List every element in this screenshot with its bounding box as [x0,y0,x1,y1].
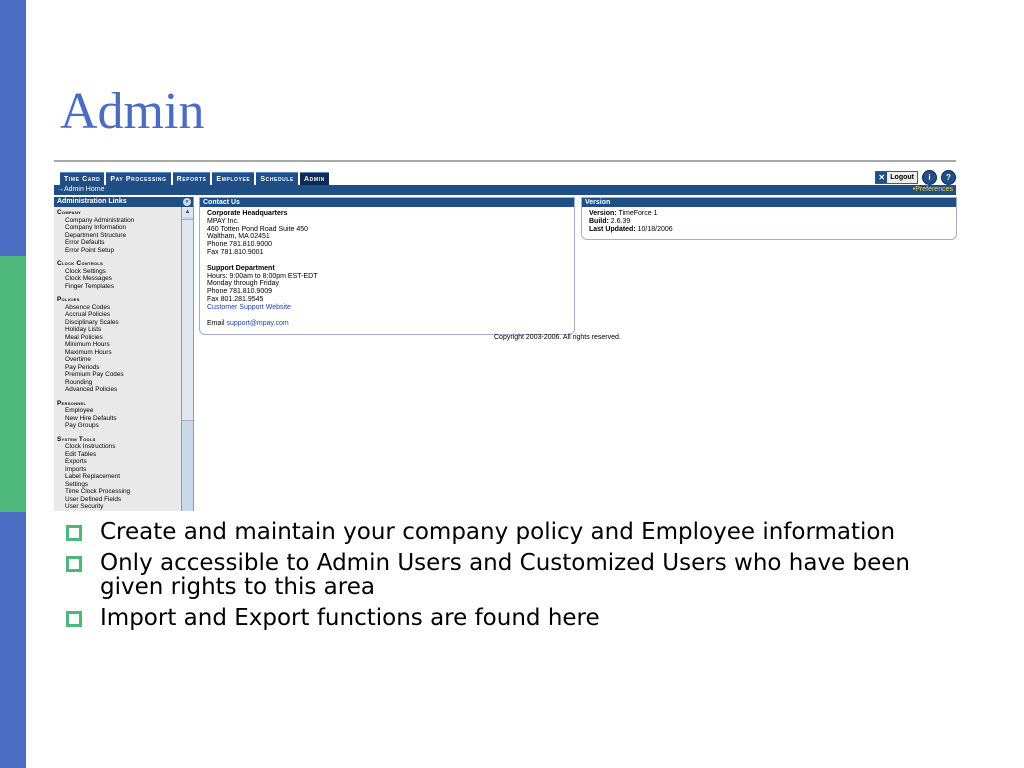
sidebar-link[interactable]: Disciplinary Scales [65,318,119,326]
sidebar-link[interactable]: Exports [65,458,87,465]
sidebar-link[interactable]: New Hire Defaults [65,414,117,422]
sidebar-link-list [57,209,177,511]
build-value: 2.6.39 [610,217,631,225]
email-label: Email [207,319,225,327]
logout-button[interactable] [875,171,918,184]
bullet-item: Only accessible to Admin Users and Customized Users who have been given rights to this area [64,551,964,599]
sidebar-link[interactable]: Advanced Policies [65,386,118,393]
sidebar-title: Administration Links [57,198,127,205]
sidebar-link[interactable]: Company Administration [65,216,135,224]
tab-pay-processing[interactable]: Pay Processing [106,172,170,186]
sidebar-link[interactable]: Settings [65,480,89,488]
sidebar-link[interactable]: User Defined Fields [65,495,122,503]
support-heading: Support Department [207,264,275,272]
hq-line: Phone 781.810.9000 [207,241,273,249]
scroll-up-icon[interactable]: ▲ [182,207,193,217]
sidebar-group-heading: System Tools [57,435,96,443]
hq-line: Fax 781.810.9001 [207,248,264,256]
sidebar-link[interactable]: Meal Policies [65,333,103,341]
sidebar-link[interactable]: User Security [65,503,104,510]
sidebar-link[interactable]: Error Defaults [65,239,105,246]
bullet-list [64,520,964,637]
info-icon[interactable]: i [922,170,937,185]
support-line: Monday through Friday [207,280,279,288]
sidebar-link[interactable]: Clock Messages [65,275,112,282]
bullet-square-icon [66,525,82,541]
version-value: TimeForce 1 [618,210,658,217]
copyright-text: Copyright 2003-2006. All rights reserved. [494,334,621,341]
sidebar-link[interactable]: Premium Pay Codes [65,371,124,378]
hq-line: MPAY Inc. [207,217,239,225]
contact-panel-title: Contact Us [200,198,574,207]
scrollbar-thumb[interactable] [182,219,193,421]
support-line: Phone 781.810.9009 [207,288,273,296]
sidebar-link[interactable]: Finger Templates [65,282,114,290]
sidebar-group-heading: Personnel [57,399,87,407]
admin-links-sidebar [54,197,194,511]
sidebar-link[interactable]: Company Information [65,224,127,231]
app-screenshot [54,169,956,511]
support-email-link[interactable]: support@mpay.com [226,319,289,327]
sidebar-link[interactable]: Time Clock Processing [65,488,131,495]
sidebar-link[interactable]: Clock Instructions [65,443,116,450]
version-panel [581,197,957,240]
bullet-item: Import and Export functions are found here [64,606,964,630]
sidebar-link[interactable]: Imports [65,465,87,473]
support-line: Hours: 9:00am to 8:00pm EST-EDT [207,272,318,280]
tab-admin[interactable]: Admin [300,172,329,186]
preferences-link[interactable]: •Preferences [912,186,953,193]
sidebar-link[interactable]: Edit Tables [65,450,97,458]
sidebar-header [54,197,193,207]
version-panel-title: Version [582,198,956,207]
bullet-item: Create and maintain your company policy and Employee information [64,520,964,544]
tab-schedule[interactable]: Schedule [256,172,298,186]
sidebar-link[interactable]: Accrual Policies [65,311,111,318]
sidebar-link[interactable]: Holiday Lists [65,326,102,333]
sidebar-link[interactable]: Minimum Hours [65,341,110,348]
help-icon[interactable]: ? [941,170,956,185]
tab-reports[interactable]: Reports [173,172,211,186]
sidebar-group-heading: Clock Controls [57,260,104,267]
sidebar-link[interactable]: Employee [65,407,94,414]
bullet-square-icon [66,556,82,572]
sidebar-link[interactable]: Overtime [65,356,91,363]
hq-heading: Corporate Headquarters [207,210,288,217]
breadcrumb-admin-home[interactable]: →Admin Home [57,186,105,193]
support-line: Fax 801.281.9545 [207,295,264,303]
sidebar-link[interactable]: Label Replacement [65,473,121,480]
collapse-icon[interactable]: « [183,198,191,206]
sidebar-group-heading: Policies [57,296,80,303]
version-label: Version: [589,210,617,217]
hq-line: Waltham, MA 02451 [207,233,270,241]
sidebar-link[interactable]: Pay Periods [65,363,100,371]
breadcrumb [54,185,956,195]
sidebar-link[interactable]: Maximum Hours [65,348,112,356]
hq-line: 460 Totten Pond Road Suite 450 [207,225,309,233]
sidebar-link[interactable]: Rounding [65,378,93,386]
close-icon: ✕ [876,172,887,183]
title-divider [54,160,956,162]
left-accent-green [0,256,26,512]
updated-label: Last Updated: [589,225,636,233]
sidebar-link[interactable]: Error Point Setup [65,246,115,254]
logout-label: Logout [890,173,914,181]
updated-value: 10/18/2006 [637,225,673,233]
bullet-square-icon [66,611,82,627]
sidebar-link[interactable]: Department Structure [65,231,127,239]
customer-support-link[interactable]: Customer Support Website [207,303,291,311]
slide-title: Admin [60,83,205,140]
tab-time-card[interactable]: Time Card [60,172,104,186]
left-accent-bar [0,0,26,768]
sidebar-scrollbar[interactable] [181,207,193,511]
sidebar-group-heading: Company [57,209,81,216]
tab-bar [54,169,956,185]
contact-panel [199,197,575,335]
sidebar-link[interactable]: Absence Codes [65,303,111,311]
tab-employee[interactable]: Employee [212,172,254,186]
sidebar-link[interactable]: Pay Groups [65,422,99,429]
build-label: Build: [589,217,609,225]
sidebar-link[interactable]: Clock Settings [65,267,106,275]
